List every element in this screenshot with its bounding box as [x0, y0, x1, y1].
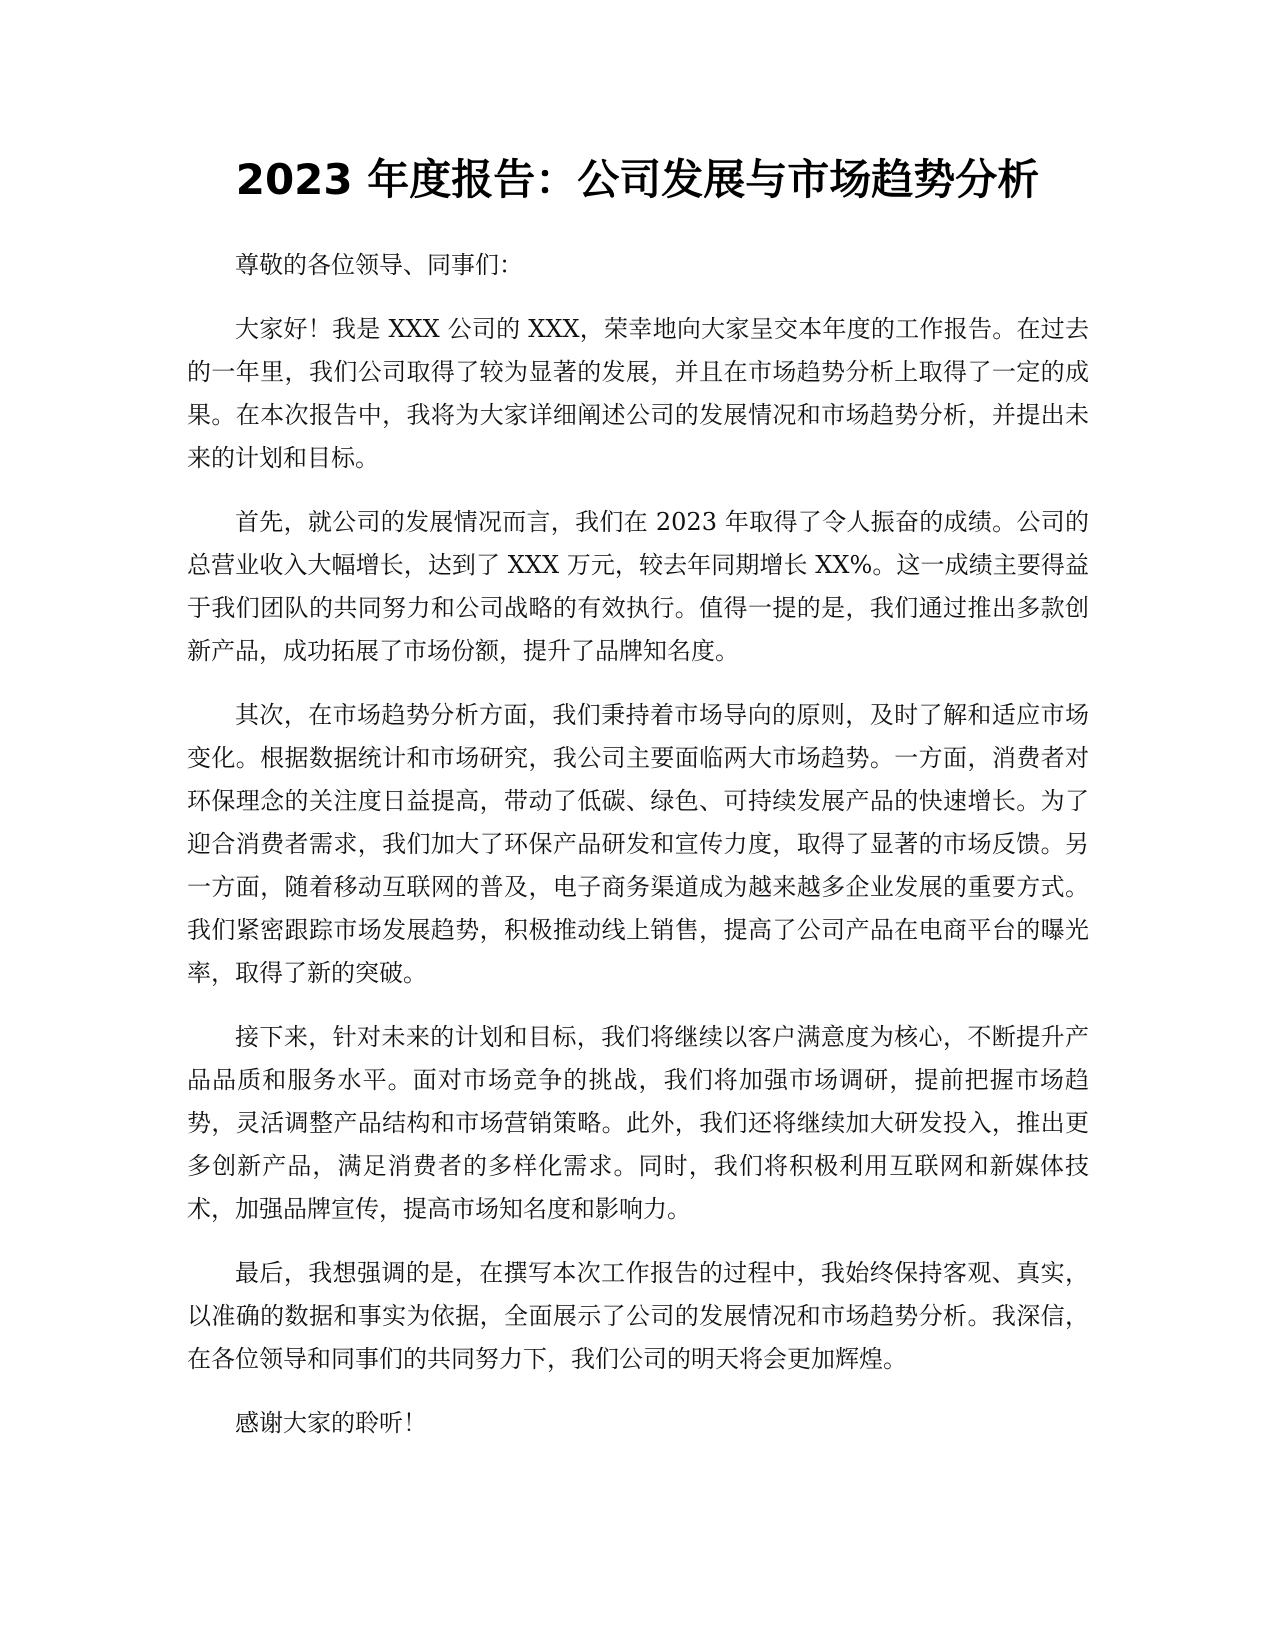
paragraph-salutation: 尊敬的各位领导、同事们：: [235, 251, 523, 279]
paragraph-future-plans: 接下来，针对未来的计划和目标，我们将继续以客户满意度为核心，不断提升产品品质和服务水平。面对市场竞争的挑战，我们将加强市场调研，提前把握市场趋势，灵活调整产品结构和市场营销策略。此外，我们还将继续加大研发投入，推出更多创新产品，满足消费者的多样化需求。同时，我们将积极利用互联网和新媒体技术，加强品牌宣传，提高市场知名度和影响力。: [187, 1023, 1089, 1223]
paragraph-company-development: 首先，就公司的发展情况而言，我们在 2023 年取得了令人振奋的成绩。公司的总营业收入大幅增长，达到了 XXX 万元，较去年同期增长 XX%。这一成绩主要得益于我们团队的共同努力和公司战略的有效执行。值得一提的是，我们通过推出多款创新产品，成功拓展了市场份额，提升了品牌知名度。: [187, 508, 1089, 665]
paragraph-conclusion: 最后，我想强调的是，在撰写本次工作报告的过程中，我始终保持客观、真实，以准确的数据和事实为依据，全面展示了公司的发展情况和市场趋势分析。我深信，在各位领导和同事们的共同努力下，我们公司的明天将会更加辉煌。: [187, 1259, 1089, 1373]
document-body: [187, 244, 1089, 1466]
document-title: 2023 年度报告：公司发展与市场趋势分析: [235, 155, 1040, 204]
paragraph-thanks: 感谢大家的聆听！: [235, 1409, 427, 1437]
paragraph-introduction: 大家好！我是 XXX 公司的 XXX，荣幸地向大家呈交本年度的工作报告。在过去的一年里，我们公司取得了较为显著的发展，并且在市场趋势分析上取得了一定的成果。在本次报告中，我将为大家详细阐述公司的发展情况和市场趋势分析，并提出未来的计划和目标。: [187, 315, 1089, 472]
paragraph-market-trends: 其次，在市场趋势分析方面，我们秉持着市场导向的原则，及时了解和适应市场变化。根据数据统计和市场研究，我公司主要面临两大市场趋势。一方面，消费者对环保理念的关注度日益提高，带动了低碳、绿色、可持续发展产品的快速增长。为了迎合消费者需求，我们加大了环保产品研发和宣传力度，取得了显著的市场反馈。另一方面，随着移动互联网的普及，电子商务渠道成为越来越多企业发展的重要方式。我们紧密跟踪市场发展趋势，积极推动线上销售，提高了公司产品在电商平台的曝光率，取得了新的突破。: [187, 701, 1089, 987]
